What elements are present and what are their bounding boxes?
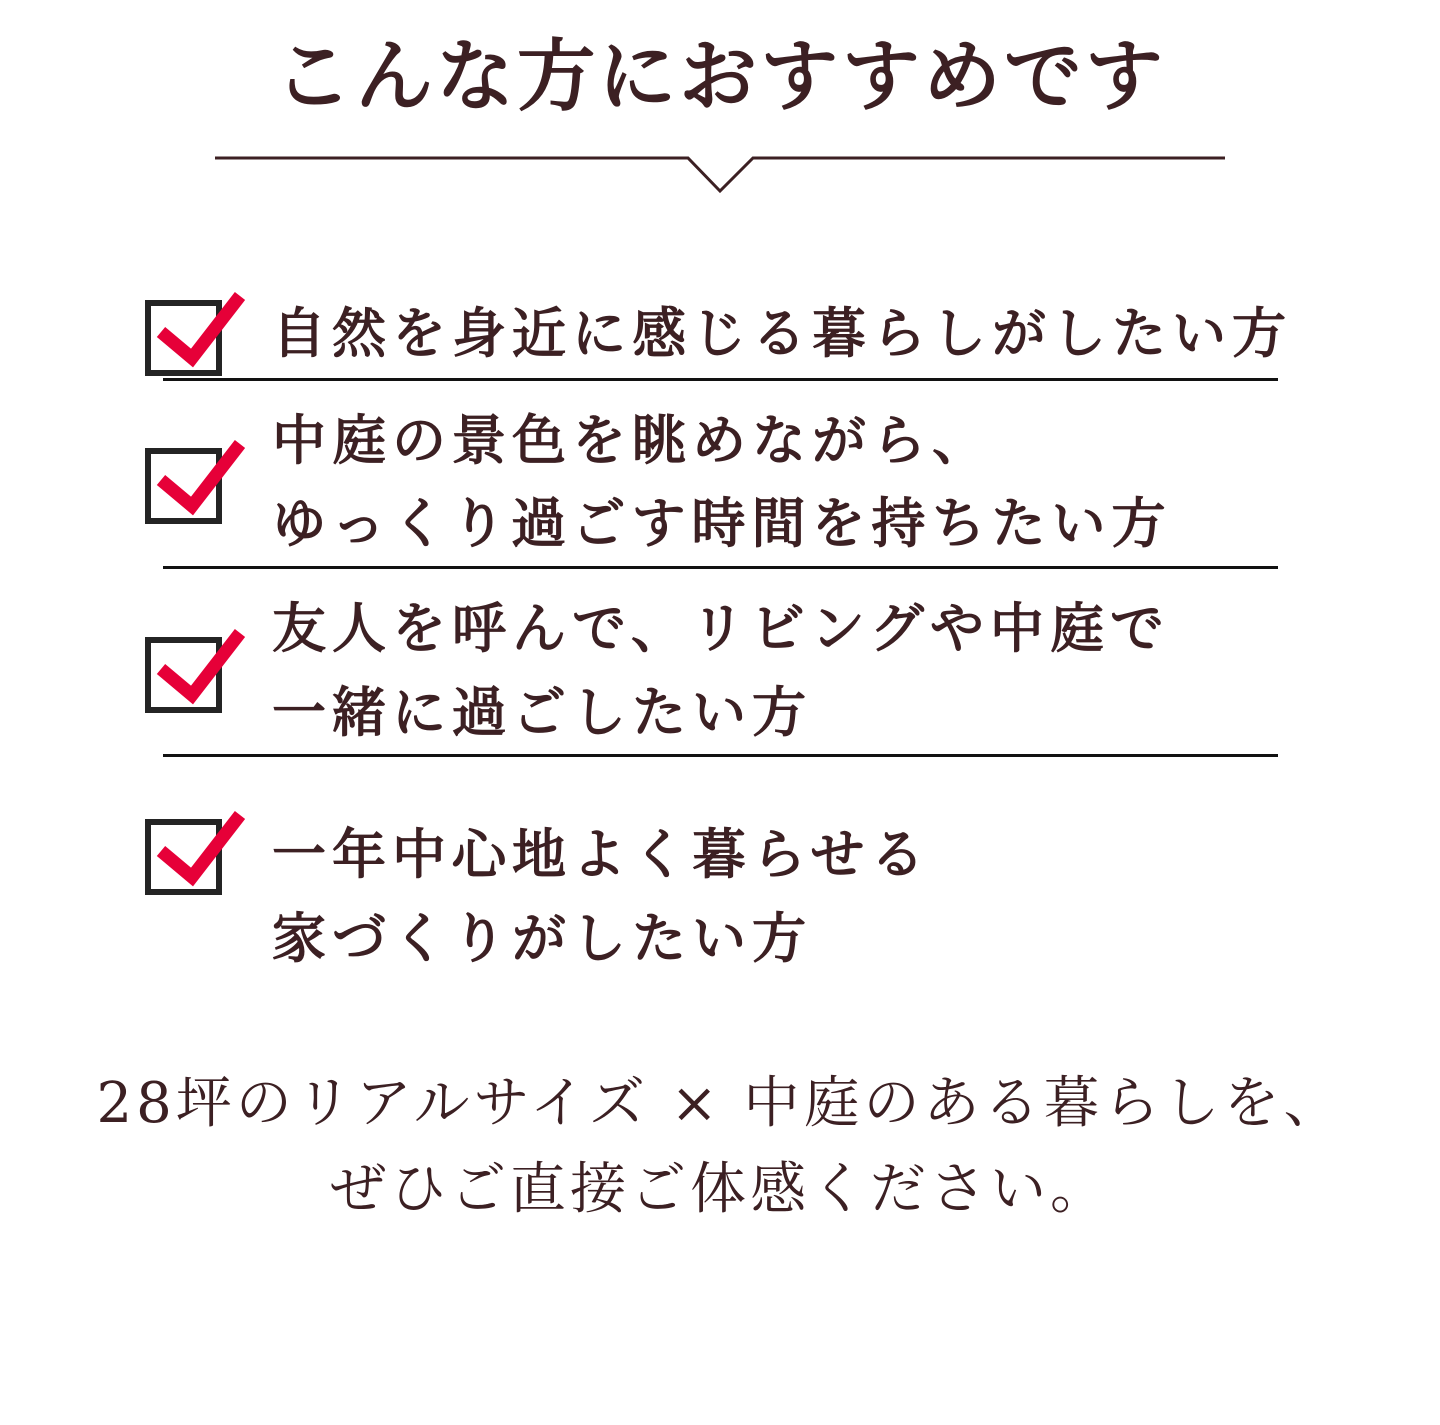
item-divider xyxy=(163,378,1278,381)
checklist-item-text xyxy=(272,399,1171,566)
checklist-item-text xyxy=(272,813,930,980)
checked-checkbox-icon xyxy=(145,438,245,526)
checklist-item-2 xyxy=(145,399,1340,566)
item-line: 自然を身近に感じる暮らしがしたい方 xyxy=(272,300,1292,365)
checklist xyxy=(0,290,1440,981)
item-line: 一年中心地よく暮らせる xyxy=(272,822,931,887)
closing-message xyxy=(0,1061,1440,1233)
checked-checkbox-icon xyxy=(145,627,245,715)
item-line: ゆっくり過ごす時間を持ちたい方 xyxy=(272,491,1172,556)
item-divider xyxy=(163,566,1278,569)
checklist-item-text xyxy=(272,587,1170,754)
item-divider xyxy=(163,754,1278,757)
checked-checkbox-icon xyxy=(145,290,245,378)
closing-line: ぜひご直接ご体感ください。 xyxy=(330,1156,1110,1222)
item-line: 家づくりがしたい方 xyxy=(272,906,812,971)
checked-checkbox-icon xyxy=(145,809,245,897)
checklist-item-1 xyxy=(145,290,1340,378)
item-line: 一緒に過ごしたい方 xyxy=(272,679,812,744)
item-line: 中庭の景色を眺めながら、 xyxy=(272,407,992,472)
closing-line: 28坪のリアルサイズ × 中庭のある暮らしを、 xyxy=(96,1070,1344,1136)
item-line: 友人を呼んで、リビングや中庭で xyxy=(272,595,1170,660)
section-title: こんな方におすすめです xyxy=(274,31,1166,122)
title-underline-notch-decoration xyxy=(215,156,1225,194)
checklist-item-3 xyxy=(145,587,1340,754)
checklist-item-text xyxy=(272,292,1292,376)
checklist-item-4 xyxy=(145,813,1340,980)
